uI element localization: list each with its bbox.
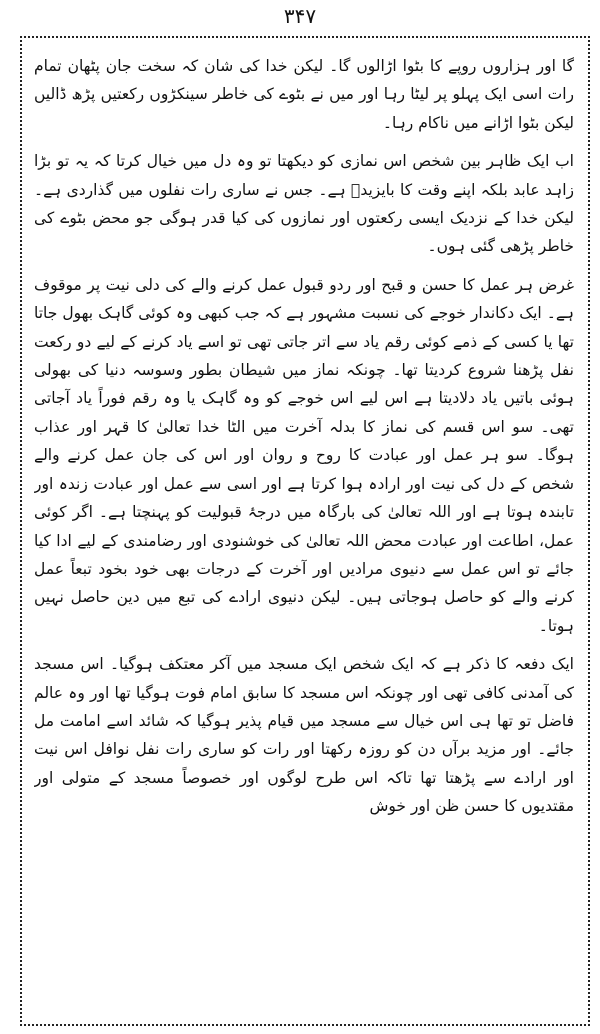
paragraph-2: اب ایک ظاہر بین شخص اس نمازی کو دیکھتا تو وہ دل میں خیال کرتا کہ یہ تو بڑا زاہد عابد بلکہ اپنے وقت کا بایزیدؒ ہے۔ جس نے ساری رات نفلوں میں گذاردی ہے۔ لیکن خدا کے نزدیک ایسی رکعتوں اور نمازوں کی کیا قدر ہوگی جو محض بٹوے کی خاطر پڑھی گئی ہوں۔: [34, 152, 574, 256]
paragraph-3: غرض ہر عمل کا حسن و قبح اور ردو قبول عمل کرنے والے کی دلی نیت پر موقوف ہے۔ ایک دکاندار خوجے کی نسبت مشہور ہے کہ جب کبھی وہ کوئی گاہک بھول جاتا تھا یا کسی کے ذمے کوئی رقم یاد سے اتر جاتی تھی تو اسے یاد کرنے کے لیے دو رکعت نفل پڑھنا شروع کردیتا تھا۔ چونکہ نماز میں شیطان بطور وسوسہ دنیا کی بھولی ہوئی باتیں یاد دلادیتا ہے اس لیے اس خوجے کو وہ گاہک یا وہ رقم فوراً یاد آجاتی تھی۔ سو اس قسم کی نماز کا بدلہ آخرت میں الٹا خدا تعالیٰ کا قہر اور عذاب ہوگا۔ سو ہر عمل اور عبادت کا روح و روان اور اس کی جان عمل کرنے والے شخص کے دل کی نیت اور ارادہ ہوا کرتا ہے اور اسی سے عمل اور عبادت زندہ اور تابندہ ہوتا ہے اور اللہ تعالیٰ کی بارگاہ میں درجۂ قبولیت کو پہنچتا ہے۔ اگر کوئی عمل، اطاعت اور عبادت محض اللہ تعالیٰ کی خوشنودی اور رضامندی کے لیے ادا کیا جائے تو اس عمل سے دنیوی مرادیں اور آخرت کے درجات بھی خود بخود تبعاً عمل کرنے والے کو حاصل ہوجاتی ہیں۔ لیکن دنیوی ارادے کی تبع میں دین حاصل نہیں ہوتا۔: [34, 275, 574, 635]
paragraph-4: ایک دفعہ کا ذکر ہے کہ ایک شخص ایک مسجد میں آکر معتکف ہوگیا۔ اس مسجد کی آمدنی کافی تھی اور چونکہ اس مسجد کا سابق امام فوت ہوگیا تھا اور وہ عالم فاضل تو تھا ہی اس خیال سے مسجد میں قیام پذیر ہوگیا کہ شائد اسے امامت مل جائے۔ اور مزید برآں دن کو روزہ رکھتا اور رات کو ساری رات نفل نوافل اس نیت اور ارادے سے پڑھتا تھا تاکہ اس طرح لوگوں اور خصوصاً مسجد کے متولی اور مقتدیوں کا حسن ظن اور خوش: [34, 655, 574, 816]
paragraph-1: گا اور ہزاروں روپے کا بٹوا اڑالوں گا۔ لیکن خدا کی شان کہ سخت جان پٹھان تمام رات اسی ایک پہلو پر لیٹا رہا اور میں نے بٹوے کی خاطر سینکڑوں رکعتیں پڑھ ڈالیں لیکن بٹوا اڑانے میں ناکام رہا۔: [34, 57, 574, 132]
page-body: [34, 52, 574, 1012]
page-number: ۳۴۷: [283, 4, 317, 28]
